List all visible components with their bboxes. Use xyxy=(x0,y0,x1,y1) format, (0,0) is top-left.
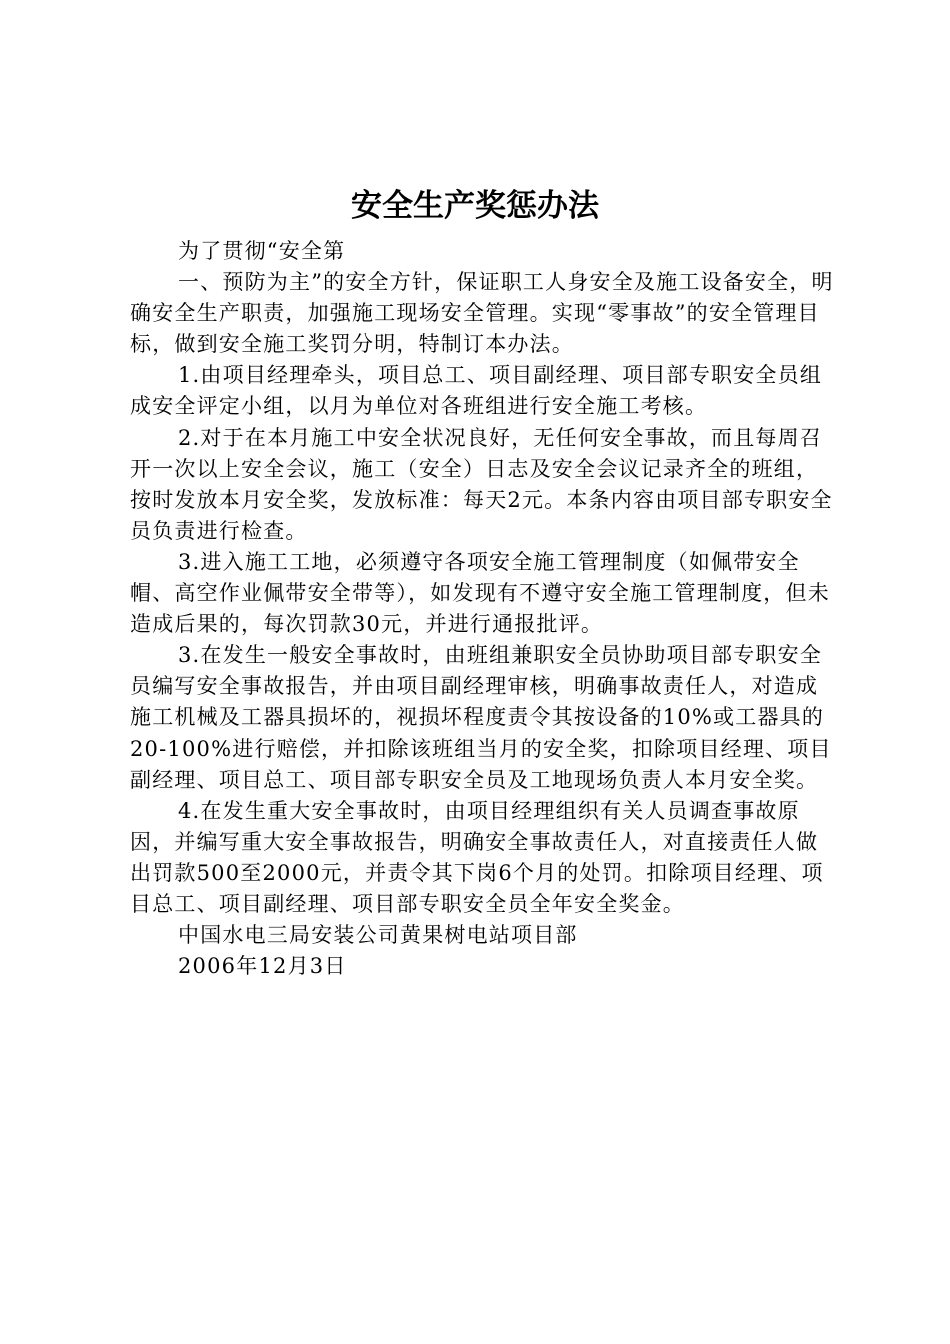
paragraph-rule-3b: 3.在发生一般安全事故时，由班组兼职安全员协助项目部专职安全员编写安全事故报告，并由项目副经理审核，明确事故责任人，对造成施工机械及工器具损坏的，视损坏程度责令其按设备的10%或工器具的20-100%进行赔偿，并扣除该班组当月的安全奖，扣除项目经理、项目副经理、项目总工、项目部专职安全员及工地现场负责人本月安全奖。 xyxy=(130,643,832,792)
paragraph-rule-1: 1.由项目经理牵头，项目总工、项目副经理、项目部专职安全员组成安全评定小组，以月为单位对各班组进行安全施工考核。 xyxy=(130,363,823,419)
paragraph-rule-4: 4.在发生重大安全事故时，由项目经理组织有关人员调查事故原因，并编写重大安全事故报告，明确安全事故责任人，对直接责任人做出罚款500至2000元，并责令其下岗6个月的处罚。扣除项目经理、项目总工、项目副经理、项目部专职安全员全年安全奖金。 xyxy=(130,798,824,916)
paragraph-rule-2: 2.对于在本月施工中安全状况良好，无任何安全事故，而且每周召开一次以上安全会议，施工（安全）日志及安全会议记录齐全的班组，按时发放本月安全奖，发放标准：每天2元。本条内容由项目部专职安全员负责进行检查。 xyxy=(130,425,833,543)
paragraph-intro: 为了贯彻“安全第 xyxy=(178,239,346,263)
document-title: 安全生产奖惩办法 xyxy=(351,188,599,224)
issue-date: 2006年12月3日 xyxy=(178,954,347,979)
paragraph-rule-3a: 3.进入施工工地，必须遵守各项安全施工管理制度（如佩带安全帽、高空作业佩带安全带等），如发现有不遵守安全施工管理制度，但未造成后果的，每次罚款30元，并进行通报批评。 xyxy=(130,549,830,637)
document-body xyxy=(130,236,834,982)
paragraph-purpose: 一、预防为主”的安全方针，保证职工人身安全及施工设备安全，明确安全生产职责，加强施工现场安全管理。实现“零事故”的安全管理目标，做到安全施工奖罚分明，特制订本办法。 xyxy=(130,270,834,357)
issuer-name: 中国水电三局安装公司黄果树电站项目部 xyxy=(178,923,578,948)
